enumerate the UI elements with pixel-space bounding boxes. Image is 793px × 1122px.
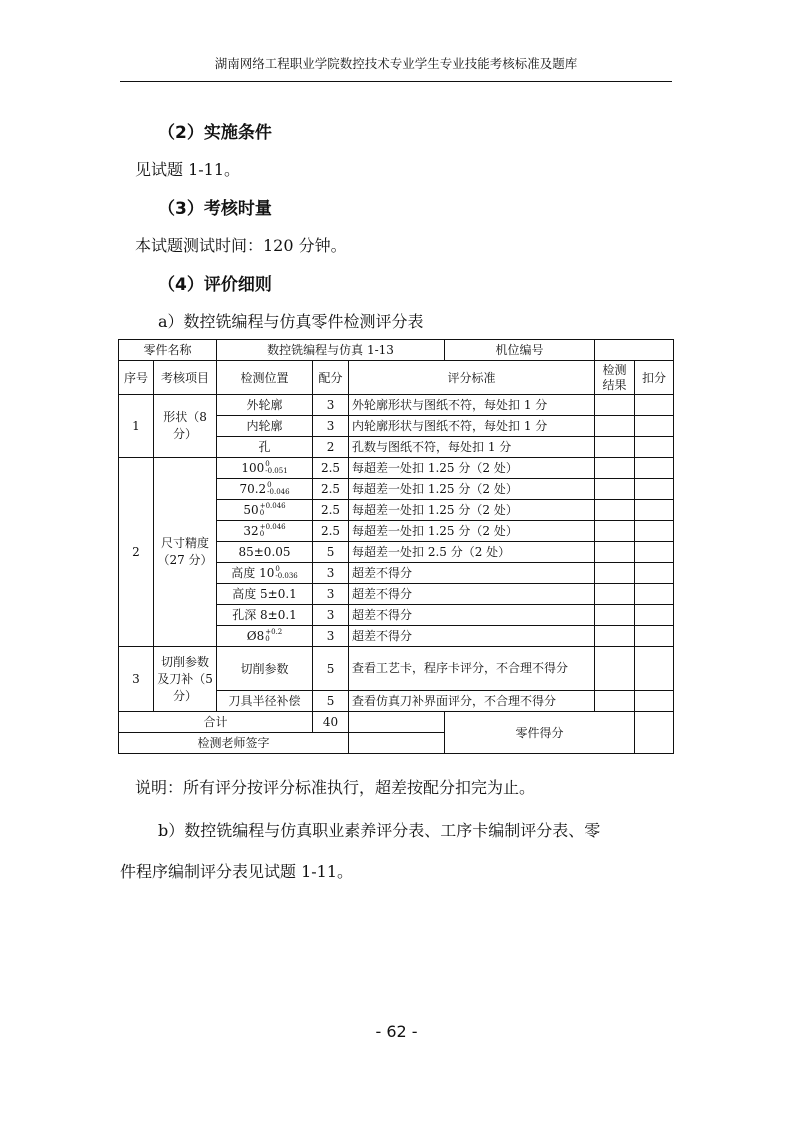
group-seq: 1 <box>119 395 154 458</box>
position-cell <box>217 563 313 584</box>
points-cell: 5 <box>313 647 349 691</box>
tolerance <box>267 482 289 496</box>
result-cell <box>595 479 635 500</box>
header-rule <box>120 81 672 82</box>
points-cell: 3 <box>313 605 349 626</box>
running-header: 湖南网络工程职业学院数控技术专业学生专业技能考核标准及题库 <box>214 56 578 71</box>
deduct-cell <box>635 458 674 479</box>
deduct-cell <box>635 605 674 626</box>
total-value: 40 <box>313 712 349 733</box>
points-cell: 3 <box>313 584 349 605</box>
subheading-score-table: a）数控铣编程与仿真零件检测评分表 <box>158 312 424 331</box>
points-cell: 3 <box>313 416 349 437</box>
page-number: - 62 - <box>375 1022 418 1041</box>
deduct-cell <box>635 395 674 416</box>
result-cell <box>595 437 635 458</box>
position-cell <box>217 626 313 647</box>
tolerance <box>260 524 286 538</box>
deduct-cell <box>635 626 674 647</box>
signature-label: 检测老师签字 <box>119 733 349 754</box>
criteria-cell: 每超差一处扣 2.5 分（2 处） <box>349 542 595 563</box>
result-cell <box>595 563 635 584</box>
tolerance-upper: +0.046 <box>259 523 286 532</box>
points-cell: 3 <box>313 563 349 584</box>
machine-no-value <box>595 340 674 361</box>
deduct-cell <box>635 691 674 712</box>
col-position: 检测位置 <box>217 361 313 395</box>
dimension-value: 32 <box>243 523 259 538</box>
score-table <box>118 339 674 754</box>
result-cell <box>595 458 635 479</box>
position-cell <box>217 458 313 479</box>
points-cell: 3 <box>313 395 349 416</box>
result-cell <box>595 584 635 605</box>
criteria-cell: 超差不得分 <box>349 584 595 605</box>
points-cell: 5 <box>313 542 349 563</box>
criteria-cell: 每超差一处扣 1.25 分（2 处） <box>349 500 595 521</box>
col-result: 检测结果 <box>595 361 635 395</box>
table-row <box>119 340 674 361</box>
total-row <box>119 712 674 733</box>
col-item: 考核项目 <box>154 361 217 395</box>
tolerance-upper: 0 <box>275 565 280 574</box>
criteria-cell: 外轮廓形状与图纸不符，每处扣 1 分 <box>349 395 595 416</box>
criteria-cell: 每超差一处扣 1.25 分（2 处） <box>349 479 595 500</box>
tolerance-lower: 0 <box>259 530 265 539</box>
points-cell: 5 <box>313 691 349 712</box>
position-cell <box>217 521 313 542</box>
dimension-value: 70.2 <box>239 481 267 496</box>
deduct-cell <box>635 479 674 500</box>
result-cell <box>595 626 635 647</box>
position-cell: 外轮廓 <box>217 395 313 416</box>
machine-no-label: 机位编号 <box>445 340 595 361</box>
criteria-cell: 超差不得分 <box>349 605 595 626</box>
heading-implementation-conditions: （2）实施条件 <box>158 123 272 143</box>
criteria-cell: 内轮廓形状与图纸不符，每处扣 1 分 <box>349 416 595 437</box>
position-cell: 85±0.05 <box>217 542 313 563</box>
total-label: 合计 <box>119 712 313 733</box>
criteria-cell: 超差不得分 <box>349 563 595 584</box>
tolerance <box>265 461 287 475</box>
tolerance-lower: 0 <box>259 509 265 518</box>
deduct-cell <box>635 500 674 521</box>
deduct-cell <box>635 563 674 584</box>
table-row <box>119 647 674 691</box>
tolerance-upper: +0.2 <box>265 628 283 637</box>
points-cell: 2.5 <box>313 500 349 521</box>
position-cell: 孔深 8±0.1 <box>217 605 313 626</box>
note-explanation: 说明：所有评分按评分标准执行，超差按配分扣完为止。 <box>135 778 536 797</box>
col-deduct: 扣分 <box>635 361 674 395</box>
points-cell: 2.5 <box>313 521 349 542</box>
position-cell: 高度 5±0.1 <box>217 584 313 605</box>
heading-evaluation-details: （4）评价细则 <box>158 275 272 295</box>
dimension-value: Ø8 <box>246 628 265 643</box>
part-score-value <box>635 712 674 754</box>
points-cell: 2.5 <box>313 458 349 479</box>
result-cell <box>595 691 635 712</box>
result-cell <box>595 521 635 542</box>
tolerance-lower: -0.036 <box>275 572 298 581</box>
criteria-cell: 查看工艺卡，程序卡评分，不合理不得分 <box>349 647 595 691</box>
tolerance-upper: 0 <box>265 460 270 469</box>
dimension-value: 100 <box>241 460 265 475</box>
signature-value <box>349 733 445 754</box>
points-cell: 2.5 <box>313 479 349 500</box>
result-cell <box>595 395 635 416</box>
criteria-cell: 查看仿真刀补界面评分，不合理不得分 <box>349 691 595 712</box>
criteria-cell: 超差不得分 <box>349 626 595 647</box>
group-item: 切削参数及刀补（5 分） <box>154 647 217 712</box>
criteria-cell: 孔数与图纸不符，每处扣 1 分 <box>349 437 595 458</box>
group-seq: 3 <box>119 647 154 712</box>
tolerance-lower: -0.051 <box>265 467 288 476</box>
position-cell: 刀具半径补偿 <box>217 691 313 712</box>
part-score-label: 零件得分 <box>445 712 635 754</box>
position-cell: 切削参数 <box>217 647 313 691</box>
dimension-value: 50 <box>243 502 259 517</box>
note-b-line1: b）数控铣编程与仿真职业素养评分表、工序卡编制评分表、零 <box>158 821 601 840</box>
deduct-cell <box>635 521 674 542</box>
result-cell <box>595 605 635 626</box>
group-item: 形状（8 分） <box>154 395 217 458</box>
heading-exam-duration: （3）考核时量 <box>158 199 272 219</box>
table-row <box>119 395 674 416</box>
deduct-cell <box>635 647 674 691</box>
tolerance <box>275 566 297 580</box>
tolerance-lower: 0 <box>265 635 270 644</box>
group-seq: 2 <box>119 458 154 647</box>
table-header-row <box>119 361 674 395</box>
criteria-cell: 每超差一处扣 1.25 分（2 处） <box>349 521 595 542</box>
deduct-cell <box>635 542 674 563</box>
group-item: 尺寸精度（27 分） <box>154 458 217 647</box>
result-cell <box>595 647 635 691</box>
position-cell: 孔 <box>217 437 313 458</box>
position-cell <box>217 479 313 500</box>
col-points: 配分 <box>313 361 349 395</box>
deduct-cell <box>635 584 674 605</box>
tolerance-lower: -0.046 <box>267 488 290 497</box>
deduct-cell <box>635 416 674 437</box>
text-exam-duration: 本试题测试时间：120 分钟。 <box>135 236 347 255</box>
note-b-line2: 件程序编制评分表见试题 1-11。 <box>120 862 354 881</box>
tolerance <box>265 629 282 643</box>
points-cell: 3 <box>313 626 349 647</box>
col-criteria: 评分标准 <box>349 361 595 395</box>
criteria-cell: 每超差一处扣 1.25 分（2 处） <box>349 458 595 479</box>
position-cell <box>217 500 313 521</box>
result-cell <box>595 500 635 521</box>
points-cell: 2 <box>313 437 349 458</box>
result-cell <box>595 416 635 437</box>
result-cell <box>595 542 635 563</box>
table-row <box>119 458 674 479</box>
tolerance <box>260 503 286 517</box>
deduct-cell <box>635 437 674 458</box>
tolerance-upper: 0 <box>267 481 272 490</box>
text-implementation-conditions: 见试题 1-11。 <box>135 160 241 179</box>
col-seq: 序号 <box>119 361 154 395</box>
position-cell: 内轮廓 <box>217 416 313 437</box>
part-name-value: 数控铣编程与仿真 1-13 <box>217 340 445 361</box>
total-empty-cell <box>349 712 445 733</box>
tolerance-upper: +0.046 <box>259 502 286 511</box>
part-name-label: 零件名称 <box>119 340 217 361</box>
dimension-value: 高度 10 <box>231 565 275 580</box>
